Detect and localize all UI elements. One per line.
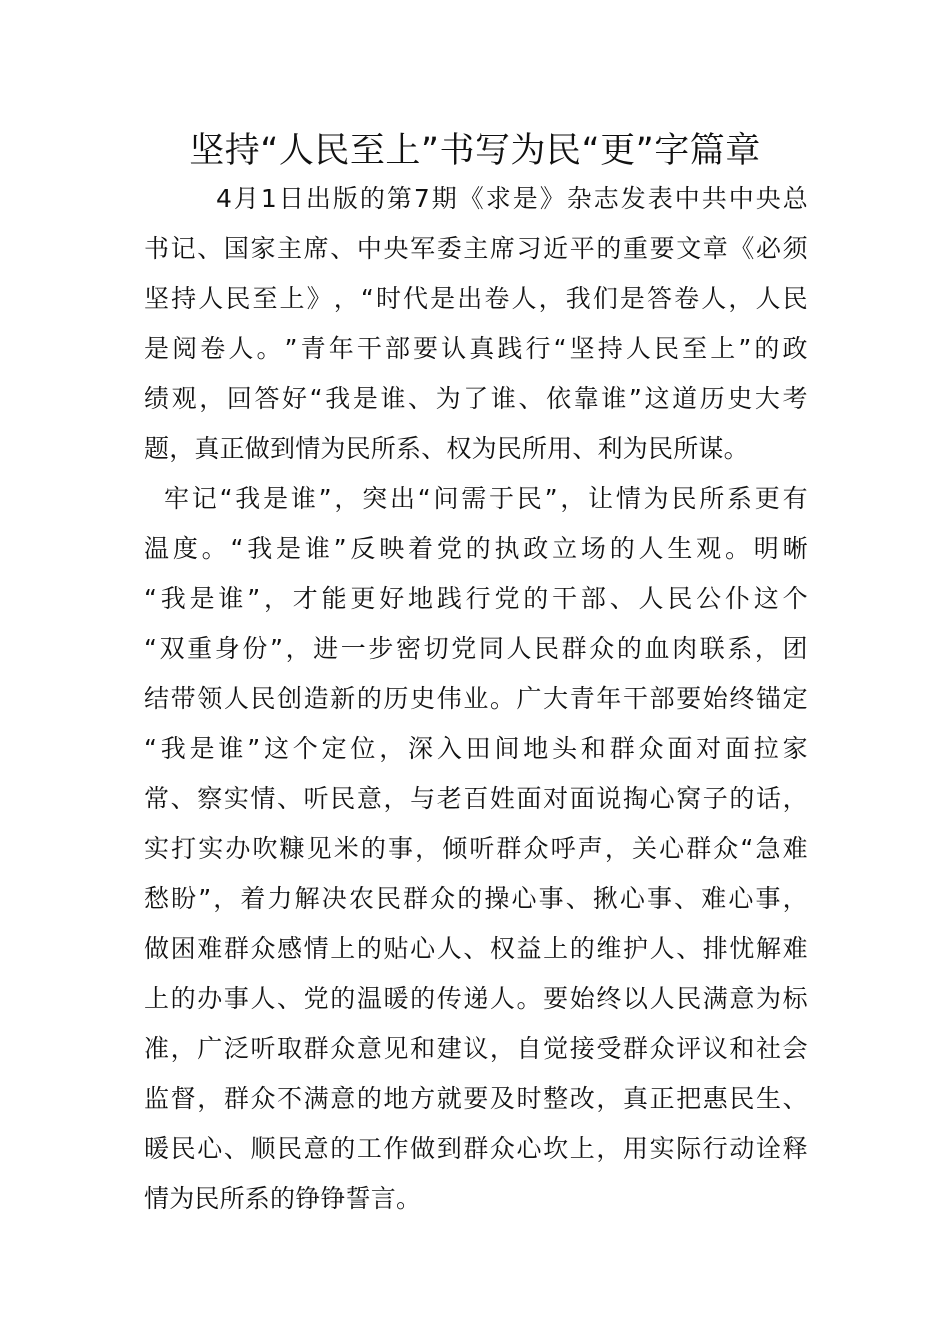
text-line: 常 、 察 实 情 、 听 民 意 ， 与 老 百 姓 面 对 面 说 掏 心 窝 子 的 话 ， — [144, 784, 808, 813]
text-line: 书 记 、 国 家 主 席 、 中 央 军 委 主 席 习 近 平 的 重 要 文 章 《 必 须 — [144, 234, 808, 263]
text-line: “ 我 是 谁 ” 这 个 定 位 ， 深 入 田 间 地 头 和 群 众 面 对 面 拉 家 — [144, 734, 808, 763]
text-line: 情为民所系的铮铮誓言。 — [144, 1184, 422, 1213]
document-body — [144, 174, 808, 1224]
text-line: 结 带 领 人 民 创 造 新 的 历 史 伟 业 。 广 大 青 年 干 部 要 始 终 锚 定 — [144, 684, 808, 713]
paragraph-2 — [144, 474, 808, 1224]
line-text: 牢 记 “ 我 是 谁 ” ， 突 出 “ 问 需 于 民 ” ， 让 情 为 民 所 系 更 有 — [164, 484, 808, 513]
text-line: “ 双 重 身 份 ” ， 进 一 步 密 切 党 同 人 民 群 众 的 血 肉 联 系 ， 团 — [144, 634, 808, 663]
text-line: 实 打 实 办 吹 糠 见 米 的 事 ， 倾 听 群 众 呼 声 ， 关 心 群 众 “ 急 难 — [144, 834, 808, 863]
document-title: 坚持“人民至上”书写为民“更”字篇章 — [189, 131, 761, 171]
text-line: 题，真正做到情为民所系、权为民所用、利为民所谋。 — [144, 434, 749, 463]
text-line: 准 ， 广 泛 听 取 群 众 意 见 和 建 议 ， 自 觉 接 受 群 众 评 议 和 社 会 — [144, 1034, 808, 1063]
text-line: 是 阅 卷 人 。 ” 青 年 干 部 要 认 真 践 行 “ 坚 持 人 民 至 上 ” 的 政 — [144, 334, 808, 363]
text-line: 温 度 。 “ 我 是 谁 ” 反 映 着 党 的 执 政 立 场 的 人 生 观 。 明 晰 — [144, 534, 808, 563]
text-line: 监 督 ， 群 众 不 满 意 的 地 方 就 要 及 时 整 改 ， 真 正 把 惠 民 生 、 — [144, 1084, 808, 1113]
line-text: 4 月 1 日 出 版 的 第 7 期 《 求 是 》 杂 志 发 表 中 共 中 央 总 — [216, 184, 808, 213]
text-line: 绩 观 ， 回 答 好 “ 我 是 谁 、 为 了 谁 、 依 靠 谁 ” 这 道 历 史 大 考 — [144, 384, 808, 413]
text-line — [144, 174, 808, 224]
paragraph-1 — [144, 174, 808, 474]
text-line — [144, 474, 808, 524]
text-line: 上 的 办 事 人 、 党 的 温 暖 的 传 递 人 。 要 始 终 以 人 民 满 意 为 标 — [144, 984, 808, 1013]
text-line: 愁 盼 ” ， 着 力 解 决 农 民 群 众 的 操 心 事 、 揪 心 事 、 难 心 事 ， — [144, 884, 808, 913]
text-line: 做 困 难 群 众 感 情 上 的 贴 心 人 、 权 益 上 的 维 护 人 、 排 忧 解 难 — [144, 934, 808, 963]
text-line: 坚 持 人 民 至 上 》 ， “ 时 代 是 出 卷 人 ， 我 们 是 答 卷 人 ， 人 民 — [144, 284, 808, 313]
text-line: “ 我 是 谁 ” ， 才 能 更 好 地 践 行 党 的 干 部 、 人 民 公 仆 这 个 — [144, 584, 808, 613]
text-line: 暖 民 心 、 顺 民 意 的 工 作 做 到 群 众 心 坎 上 ， 用 实 际 行 动 诠 释 — [144, 1134, 808, 1163]
